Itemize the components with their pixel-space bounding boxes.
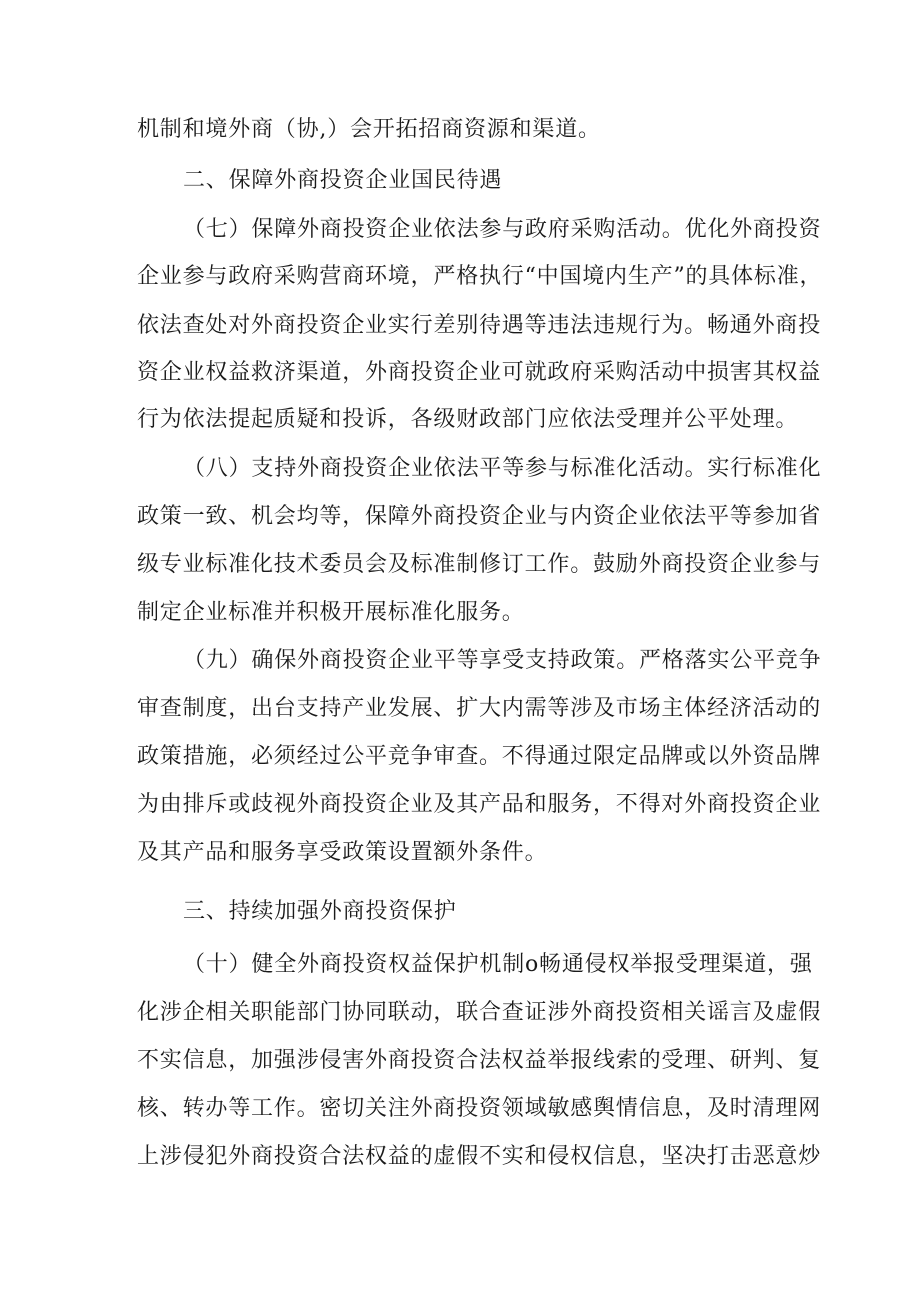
paragraph-10-line: 化涉企相关职能部门协同联动，联合查证涉外商投资相关谣言及虚假: [137, 1000, 822, 1025]
paragraph-7-line: 行为依法提起质疑和投诉，各级财政部门应依法受理并公平处理。: [137, 407, 799, 432]
paragraph-10-line: 不实信息，加强涉侵害外商投资合法权益举报线索的受理、研判、复: [137, 1048, 822, 1073]
paragraph-9-line: 政策措施，必须经过公平竞争审查。不得通过限定品牌或以外资品牌: [137, 744, 822, 769]
paragraph-8-line: 政策一致、机会均等，保障外商投资企业与内资企业依法平等参加省: [137, 504, 822, 529]
paragraph-10-line: （十）健全外商投资权益保护机制o畅通侵权举报受理渠道，强: [183, 952, 813, 977]
paragraph-10-line: 核、转办等工作。密切关注外商投资领域敏感舆情信息，及时清理网: [137, 1096, 822, 1121]
paragraph-8-line: 级专业标准化技术委员会及标准制修订工作。鼓励外商投资企业参与: [137, 552, 822, 577]
paragraph-10-line: 上涉侵犯外商投资合法权益的虚假不实和侵权信息，坚决打击恶意炒: [137, 1144, 822, 1169]
paragraph-7-line: 依法查处对外商投资企业实行差别待遇等违法违规行为。畅通外商投: [137, 313, 822, 338]
paragraph-continuation-line: 机制和境外商（协,）会开拓招商资源和渠道。: [137, 117, 601, 142]
paragraph-7-line: 资企业权益救济渠道，外商投资企业可就政府采购活动中损害其权益: [137, 360, 822, 385]
section-heading-2: 二、保障外商投资企业国民待遇: [183, 168, 503, 193]
paragraph-7-line: 企业参与政府采购营商环境，严格执行“中国境内生产”的具体标准，: [137, 264, 823, 289]
paragraph-7-line: （七）保障外商投资企业依法参与政府采购活动。优化外商投资: [183, 217, 822, 242]
paragraph-9-line: （九）确保外商投资企业平等享受支持政策。严格落实公平竞争: [183, 648, 822, 673]
paragraph-8-line: （八）支持外商投资企业依法平等参与标准化活动。实行标准化: [183, 456, 822, 481]
paragraph-9-line: 为由排斥或歧视外商投资企业及其产品和服务，不得对外商投资企业: [137, 792, 822, 817]
section-heading-3: 三、持续加强外商投资保护: [183, 899, 457, 924]
paragraph-8-line: 制定企业标准并积极开展标准化服务。: [137, 600, 525, 625]
paragraph-9-line: 审查制度，出台支持产业发展、扩大内需等涉及市场主体经济活动的: [137, 696, 822, 721]
paragraph-9-line: 及其产品和服务享受政策设置额外条件。: [137, 840, 548, 865]
